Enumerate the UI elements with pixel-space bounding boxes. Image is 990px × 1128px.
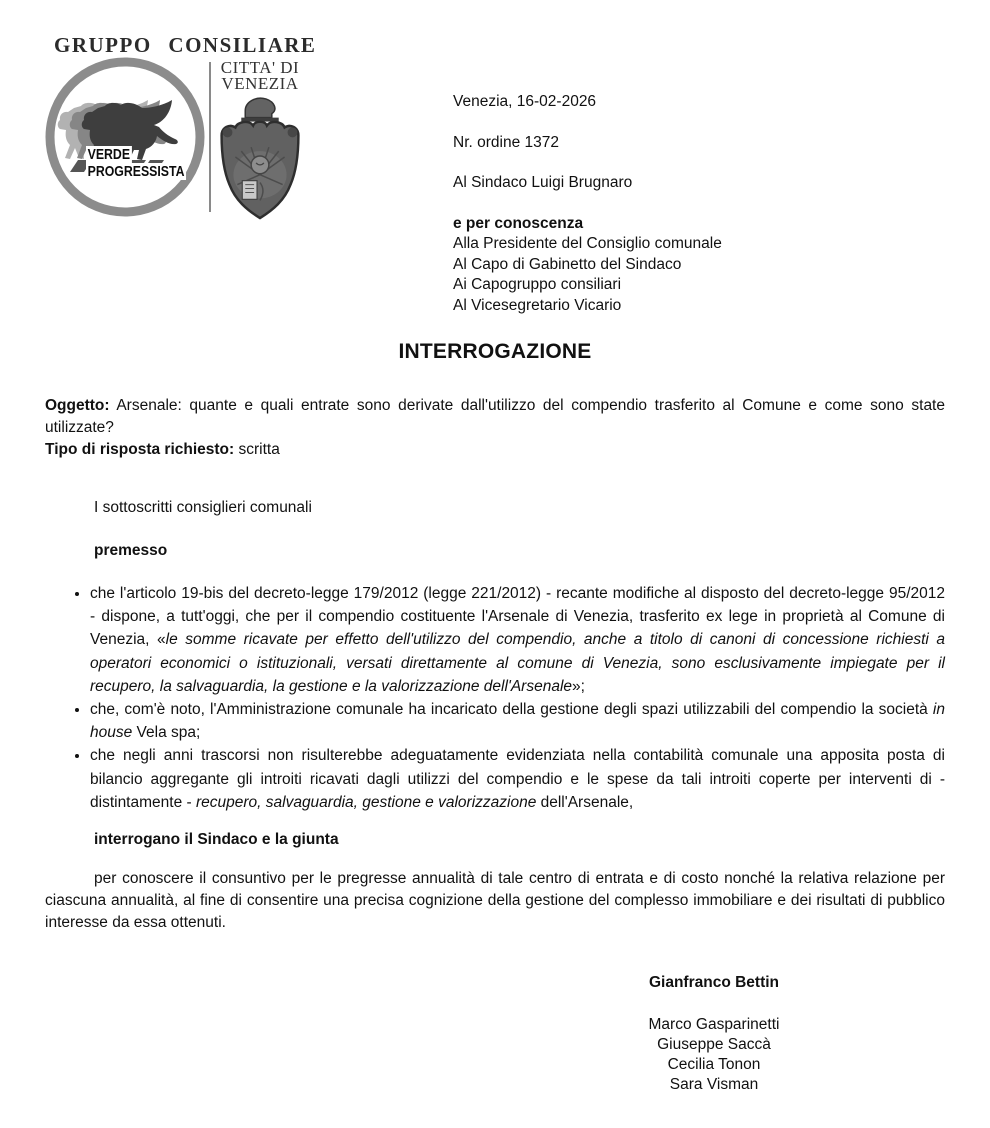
premise-quote: recupero, salvaguardia, gestione e valorizzazione [195, 793, 537, 811]
premise-item [90, 744, 945, 814]
cc-line: Al Vicesegretario Vicario [453, 296, 622, 314]
premise-list [45, 582, 945, 814]
subject-label: Oggetto: [45, 397, 110, 414]
header-divider [209, 62, 211, 212]
group-title: GRUPPO CONSILIARE [54, 33, 317, 57]
signature: Giuseppe Saccà [657, 1036, 771, 1053]
premise-item [90, 698, 945, 744]
question-paragraph: per conoscere il consuntivo per le pregresse annualità di tale centro di entrata e di costo nonché la relativa relazione per ciascuna annualità, al fine di consentire una precisa cognizione della gestione del complesso immobiliare e dei risultati di pubblico interesse da essa ottenuti. [45, 870, 945, 932]
venice-coat-of-arms-icon [215, 94, 305, 222]
cc-line: Al Capo di Gabinetto del Sindaco [453, 255, 682, 273]
signature-first: Gianfranco Bettin [648, 974, 780, 991]
response-type-value: scritta [234, 441, 280, 458]
addressee: Al Sindaco Luigi Brugnaro [453, 174, 633, 191]
cc-line: Ai Capogruppo consiliari [453, 276, 622, 293]
place-date: Venezia, 16-02-2026 [453, 93, 597, 110]
city-name-line2: VENEZIA [221, 74, 299, 93]
verde-progressista-logo [44, 56, 206, 218]
opening-line: I sottoscritti consiglieri comunali [94, 499, 312, 516]
cc-label: e per conoscenza [453, 214, 584, 232]
subject-block [45, 395, 945, 461]
subject-text: Arsenale: quante e quali entrate sono derivate dall'utilizzo del compendio trasferito al Comune e come sono state utilizzate? [45, 397, 945, 436]
city-name-line1: CITTA' DI [220, 58, 300, 77]
signature: Cecilia Tonon [667, 1056, 761, 1073]
premise-text: dell'Arsenale, [536, 793, 634, 811]
signature: Marco Gasparinetti [648, 1016, 780, 1033]
document-body [45, 497, 945, 950]
order-number: Nr. ordine 1372 [453, 133, 559, 151]
premise-text: che negli anni trascorsi non risulterebbe adeguatamente evidenziata nella contabilità comunale una apposita posta di bilancio aggregante gli introiti ricavati dagli utilizzi del compendio e le spese da tali introiti coperte per interventi di - distintamente - [90, 747, 945, 811]
city-of-venice-emblem [214, 60, 306, 222]
subject-line [45, 395, 945, 439]
premise-text: Vela spa; [132, 724, 201, 742]
response-type-label: Tipo di risposta richiesto: [45, 441, 235, 458]
premise-quote: le somme ricavate per effetto dell'utilizzo del compendio, anche a titolo di canoni di concessione richiesti a operatori economici o istituzionali, versati direttamente al comune di Venezia, sono esclusivamente impiegate per il recupero, la salvaguardia, la gestione e la valorizzazione dell'Arsenale [90, 631, 945, 695]
premise-quote: in house [90, 701, 945, 742]
premise-heading: premesso [94, 542, 168, 559]
premise-text: che l'articolo 19-bis del decreto-legge 179/2012 (legge 221/2012) - recante modifiche al disposto del decreto-legge 95/2012 - dispone, a tutt'oggi, che per il compendio costituente l'Arsenale di Venezia, trasferito ex lege in proprietà al Comune di Venezia, « [90, 585, 945, 649]
document-title: INTERROGAZIONE [398, 340, 592, 363]
logo-line2: PROGRESSISTA [87, 163, 185, 180]
premise-text: che, com'è noto, l'Amministrazione comunale ha incaricato della gestione degli spazi utilizzabili del compendio la società [90, 701, 933, 719]
signature: Sara Visman [669, 1076, 759, 1093]
logo-line1: VERDE [87, 146, 131, 163]
cc-line: Alla Presidente del Consiglio comunale [453, 235, 722, 252]
logo-text [86, 146, 186, 180]
address-block [453, 92, 722, 316]
premise-item [90, 582, 945, 698]
response-type-line [45, 439, 945, 461]
premise-text: »; [572, 677, 585, 695]
signatures-block [489, 973, 939, 1095]
question-heading: interrogano il Sindaco e la giunta [94, 831, 339, 849]
winged-lions-icon [44, 56, 206, 218]
